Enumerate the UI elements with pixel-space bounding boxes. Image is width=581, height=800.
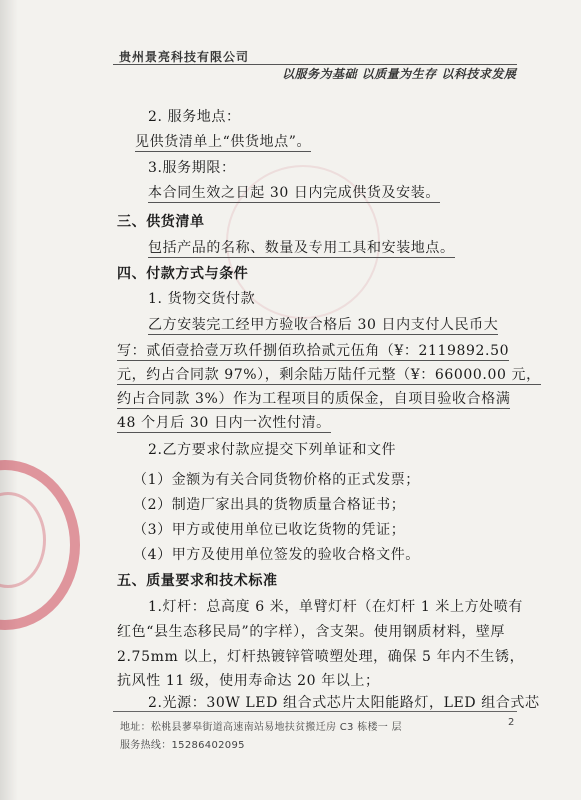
payment-text-line-5: 48 个月后 30 日内一次性付清。 <box>117 415 331 431</box>
quality-text-line-2: 红色“县生态移民局”的字样），含支架。使用钢质材料，壁厚 <box>117 624 506 640</box>
payment-text-line-2: 写：贰佰壹拾壹万玖仟捌佰玖拾贰元伍角（¥：2119892.50 <box>117 343 510 359</box>
section-5-heading: 五、质量要求和技术标准 <box>117 573 278 589</box>
page-shadow <box>0 0 18 800</box>
quality-text-line-3: 2.75mm 以上，灯杆热镀锌管喷塑处理，确保 5 年内不生锈， <box>117 649 525 665</box>
service-period-heading: 3.服务期限： <box>148 160 236 176</box>
document-requirement-2: （2）制造厂家出具的货物质量合格证书； <box>133 497 406 513</box>
quality-text-line-4: 抗风性 11 级，使用寿命达 20 年以上； <box>117 673 380 689</box>
header-company: 贵州景亮科技有限公司 <box>119 50 250 64</box>
payment-text-line-3: 元，约占合同款 97%），剩余陆万陆仟元整（¥：66000.00 元， <box>117 367 541 383</box>
quality-text-line-1: 1.灯杆：总高度 6 米，单臂灯杆（在灯杆 1 米上方处喷有 <box>148 599 523 615</box>
section-4-heading: 四、付款方式与条件 <box>117 266 249 282</box>
service-period-text: 本合同生效之日起 30 日内完成供货及安装。 <box>148 185 440 201</box>
footer-address: 地址：松桃县蓼皋街道高速南站易地扶贫搬迁房 C3 栋楼一 层 <box>120 722 402 733</box>
document-requirement-1: （1）金额为有关合同货物价格的正式发票； <box>133 472 420 488</box>
section-3-heading: 三、供货清单 <box>117 214 205 230</box>
footer-rule <box>113 711 517 712</box>
payment-text-line-1: 乙方安装完工经甲方验收合格后 30 日内支付人民币大 <box>148 317 499 333</box>
header-slogan: 以服务为基础 以质量为生存 以科技求发展 <box>282 67 517 81</box>
footer-phone: 服务热线：15286402095 <box>120 740 245 751</box>
document-requirement-4: （4）甲方及使用单位签发的验收合格文件。 <box>133 547 420 563</box>
service-location-text: 见供货清单上“供货地点”。 <box>135 134 312 150</box>
supply-list-text: 包括产品的名称、数量及专用工具和安装地点。 <box>148 240 455 256</box>
service-location-heading: 2. 服务地点： <box>148 109 241 125</box>
payment-item-1-heading: 1. 货物交货付款 <box>148 291 256 307</box>
payment-item-2-heading: 2.乙方要求付款应提交下列单证和文件 <box>148 442 397 458</box>
quality-text-line-5: 2.光源：30W LED 组合式芯片太阳能路灯，LED 组合式芯 <box>148 695 540 711</box>
payment-text-line-4: 约占合同款 3%）作为工程项目的质保金，自项目验收合格满 <box>117 391 511 407</box>
page-number: 2 <box>508 717 515 728</box>
document-requirement-3: （3）甲方或使用单位已收讫货物的凭证； <box>133 522 406 538</box>
